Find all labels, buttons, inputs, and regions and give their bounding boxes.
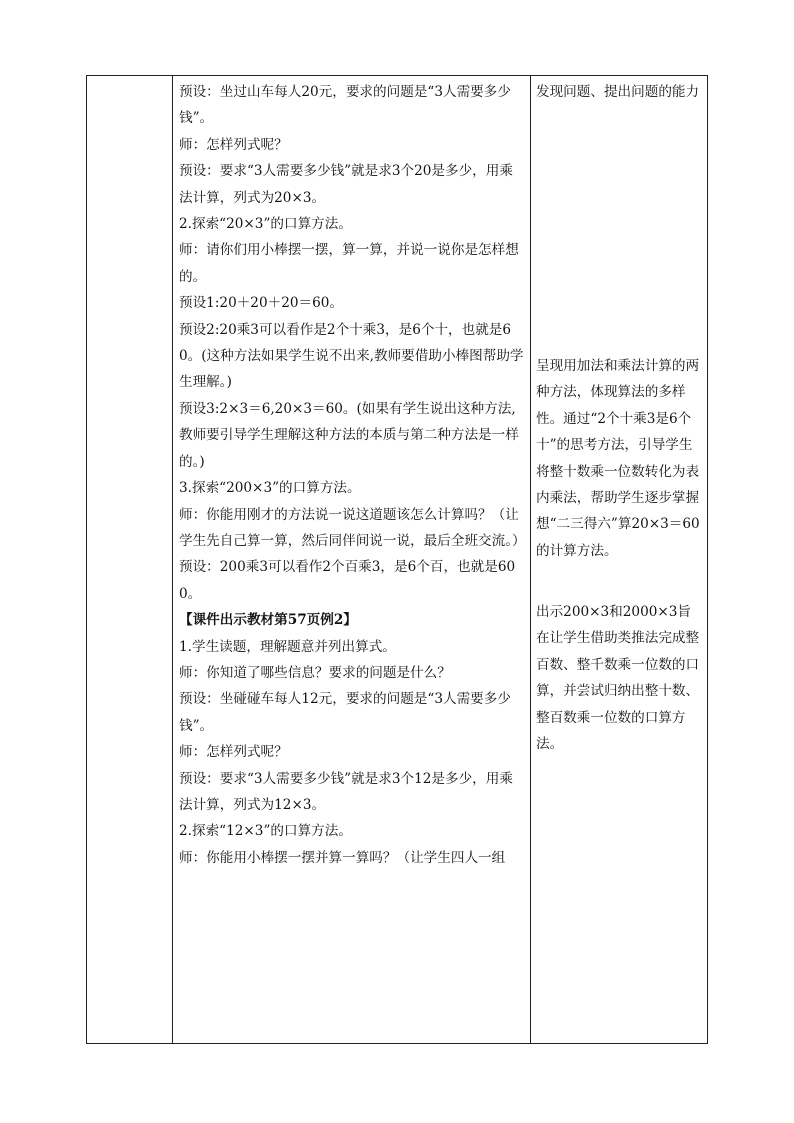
paragraph: 预设：200乘3可以看作2个百乘3，是6个百，也就是600。 <box>179 559 516 602</box>
paragraph: 预设3:2×3＝6,20×3＝60。(如果有学生说出这种方法,教师要引导学生理解这种方法的本质与第二种方法是一样的。) <box>179 400 519 470</box>
paragraph: 2.探索“20×3”的口算方法。 <box>179 216 352 233</box>
paragraph: 预设2:20乘3可以看作是2个十乘3，是6个十，也就是60。(这种方法如果学生说不出来,教师要借助小棒图帮助学生理解。) <box>179 321 524 391</box>
teaching-process-text <box>179 79 526 871</box>
paragraph: 师：你知道了哪些信息？要求的问题是什么？ <box>179 664 451 681</box>
paragraph: 预设1:20＋20＋20＝60。 <box>179 295 343 312</box>
paragraph: 预设：坐碰碰车每人12元，要求的问题是“3人需要多少钱”。 <box>179 691 511 734</box>
left-empty-cell <box>87 76 173 1044</box>
paragraph: 1.学生读题，理解题意并列出算式。 <box>179 638 396 655</box>
paragraph: 预设：要求“3人需要多少钱”就是求3个12是多少，用乘法计算，列式为12×3。 <box>179 770 513 813</box>
teaching-process-cell <box>173 76 531 1044</box>
design-note-3 <box>536 599 703 757</box>
paragraph: 师：怎样列式呢？ <box>179 744 288 761</box>
design-note-text: 呈现用加法和乘法计算的两种方法，体现算法的多样性。通过“2个十乘3是6个十”的思考方法，引导学生将整十数乘一位数转化为表内乘法，帮助学生逐步掌握想“二三得六”算20×3＝60的计算方法。 <box>536 358 700 559</box>
design-note-1 <box>536 79 703 105</box>
design-intent-cell <box>531 76 708 1044</box>
paragraph: 师：你能用小棒摆一摆并算一算吗？（让学生四人一组 <box>179 849 506 866</box>
design-note-text: 出示200×3和2000×3旨在让学生借助类推法完成整百数、整千数乘一位数的口算，并尝试归纳出整十数、整百数乘一位数的口算方法。 <box>536 604 700 753</box>
paragraph: 2.探索“12×3”的口算方法。 <box>179 823 352 840</box>
paragraph: 师：请你们用小棒摆一摆，算一算，并说一说你是怎样想的。 <box>179 242 519 285</box>
lesson-plan-table <box>86 75 708 1044</box>
table-row <box>87 76 708 1044</box>
design-note-text: 发现问题、提出问题的能力 <box>536 84 700 100</box>
paragraph: 师：你能用刚才的方法说一说这道题该怎么计算吗？（让学生先自己算一算，然后同伴间说一说，最后全班交流。） <box>179 506 526 549</box>
paragraph: 预设：坐过山车每人20元，要求的问题是“3人需要多少钱”。 <box>179 84 511 127</box>
paragraph: 师：怎样列式呢？ <box>179 136 288 153</box>
design-note-2 <box>536 353 703 564</box>
paragraph: 3.探索“200×3”的口算方法。 <box>179 480 361 497</box>
paragraph: 预设：要求“3人需要多少钱”就是求3个20是多少，用乘法计算，列式为20×3。 <box>179 163 513 206</box>
section-heading: 【课件出示教材第57页例2】 <box>179 612 357 629</box>
